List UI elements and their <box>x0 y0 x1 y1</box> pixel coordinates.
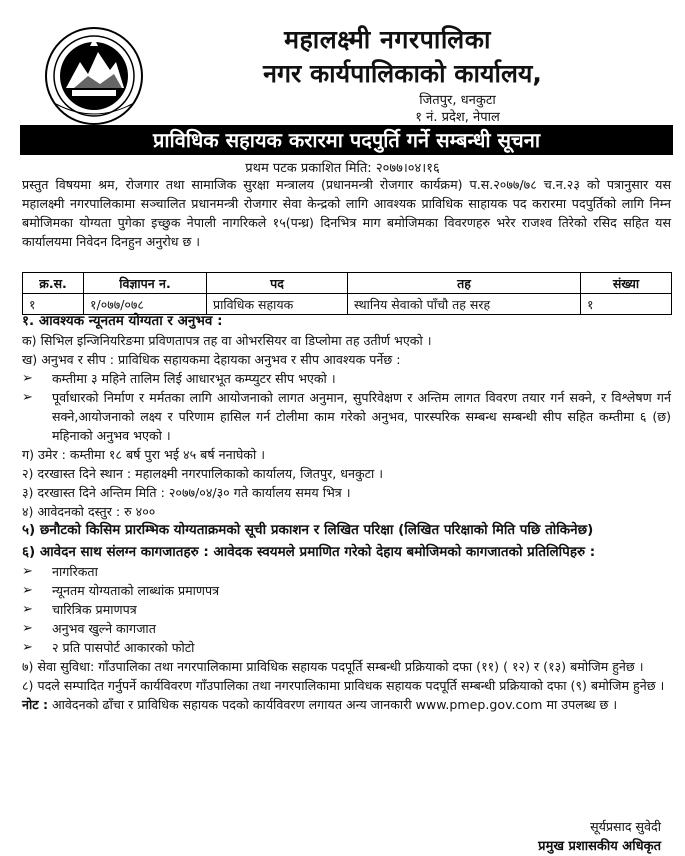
section-4: ४) आवेदनको दस्तुर : रु ४०० <box>22 504 156 519</box>
section-1-ga: ग) उमेर : कम्तीमा १८ बर्ष पुरा भई ४५ बर्ष ननाघेको । <box>22 447 265 462</box>
signatory-name: सूर्यप्रसाद सुवेदी <box>590 819 661 834</box>
col-header-post: पद <box>207 273 348 294</box>
col-header-ad-no: विज्ञापन न. <box>84 273 207 294</box>
office-name: नगर कार्यपालिकाको कार्यालय, <box>263 59 542 88</box>
doc-item: न्यूनतम योग्यताको लाब्धांक प्रमाणपत्र <box>52 583 220 598</box>
cell-sn: १ <box>23 294 84 315</box>
doc-item: चारित्रिक प्रमाणपत्र <box>52 602 137 617</box>
arrow-bullet-icon: ➢ <box>22 640 33 655</box>
note-text: आवेदनको ढाँचा र प्राविधिक सहायक पदको कार्यविवरण लगायत अन्य जानकारी www.pmep.gov.com मा उपलब्ध छ । <box>48 697 618 712</box>
section-8: ८) पदले सम्पादित गर्नुपर्ने कार्यविवरण गाँउपालिका तथा नगरपालिकामा प्राविधक सहायक पदपूर्ति सम्बन्धी प्रक्रियाको दफा (९) बमोजिम हुनेछ । <box>22 678 665 693</box>
signatory-designation: प्रमुख प्रशासकीय अधिकृत <box>538 839 661 854</box>
arrow-bullet-icon: ➢ <box>22 564 33 579</box>
arrow-bullet-icon: ➢ <box>22 583 33 598</box>
cell-count: १ <box>581 294 672 315</box>
arrow-bullet-icon: ➢ <box>22 390 33 405</box>
notice-body <box>22 312 671 714</box>
list-item <box>22 369 671 388</box>
list-item <box>22 638 671 657</box>
section-1-ka: क) सिभिल इन्जिनियरिङमा प्रविणतापत्र तह वा ओभरसियर वा डिप्लोमा तह उतीर्ण भएको । <box>22 333 432 348</box>
doc-item: २ प्रति पासपोर्ट आकारको फोटो <box>52 640 195 655</box>
col-header-sn: क्र.स. <box>23 273 84 294</box>
address-line-2: १ नं. प्रदेश, नेपाल <box>415 110 500 125</box>
list-item <box>22 619 671 638</box>
arrow-bullet-icon: ➢ <box>22 621 33 636</box>
section-1-kha: ख) अनुभव र सीप : प्राविधिक सहायकमा देहायका अनुभव र सीप आवश्यक पर्नेछ : <box>22 352 401 367</box>
notice-title: प्राविधिक सहायक करारमा पदपुर्ति गर्ने सम्बन्धी सूचना <box>20 125 673 155</box>
doc-item: नागरिकता <box>52 564 98 579</box>
org-name: महालक्ष्मी नगरपालिका <box>284 25 491 54</box>
section-3: ३) दरखास्त दिने अन्तिम मिति : २०७७/०४/३० गते कार्यालय समय भित्र । <box>22 485 351 500</box>
arrow-bullet-icon: ➢ <box>22 371 33 386</box>
section-1-title: १. आवश्यक न्यूनतम योग्यता र अनुभव : <box>22 313 223 329</box>
vacancy-table <box>22 272 672 315</box>
table-header-row <box>23 273 672 294</box>
list-item <box>22 581 671 600</box>
intro-paragraph: प्रस्तुत विषयमा श्रम, रोजगार तथा सामाजिक सुरक्षा मन्त्रालय (प्रधानमन्त्री रोजगार कार्यक्रम) प.स.२०७७/७८ च.न.२३ को पत्रानुसार यस महालक्ष्मी नगरपालिकामा सञ्चालित प्रधानमन्त्री रोजगार सेवा केन्द्रको लागि आवश्यक प्राविधिक साहायक पद करारमा पदपुर्तिको लागि निम्न बमोजिमका योग्यता पुगेका इच्छुक नेपाली नागरिकले १५(पन्ध्र) दिनभित्र माग बमोजिमका विवरणहरु भरेर राजश्व तिरेको रसिद सहित यस कार्यालयमा निवेदन दिनहुन अनुरोध छ । <box>22 177 671 249</box>
section-7: ७) सेवा सुविधा: गाँउपालिका तथा नगरपालिकामा प्राविधिक सहायक पदपूर्ति सम्बन्धी प्रक्रियाको दफा (११) ( १२) र (१३) बमोजिम हुनेछ । <box>22 659 644 674</box>
list-item <box>22 388 671 445</box>
cell-level: स्थानिय सेवाको पाँचौ तह सरह <box>348 294 581 315</box>
note <box>22 695 671 714</box>
section-6: ६) आवेदन साथ संलग्न कागजातहरु : आवेदक स्वयमले प्रमाणित गरेको देहाय बमोजिमको कागजातको प्रतिलिपिहरु : <box>22 544 596 560</box>
section-5: ५) छनौटको किसिम प्रारम्भिक योग्यताक्रमको सूची प्रकाशन र लिखित परिक्षा (लिखित परिक्षाको मिति पछि तोकिनेछ) <box>22 522 594 538</box>
publish-date: प्रथम पटक प्रकाशित मिति: २०७७।०४।१६ <box>245 161 440 176</box>
list-item <box>22 600 671 619</box>
section-1-bullet-1: कम्तीमा ३ महिने तालिम लिई आधारभूत कम्प्युटर सीप भएको । <box>52 371 336 386</box>
col-header-level: तह <box>348 273 581 294</box>
col-header-count: संख्या <box>581 273 672 294</box>
section-1-bullet-2: पूर्वाधारको निर्माण र मर्मतका लागि आयोजनाको लागत अनुमान, सुपरिवेक्षण र अन्तिम लागत विवरण तयार गर्न सक्ने, र विश्लेषण गर्न सक्ने,आयोजनाको लक्ष्य र परिणाम हासिल गर्न टोलीमा काम गरेको अनुभव, पारस्परिक सम्बन्ध सम्बन्धी सीप सहित कम्तीमा ६ (छ) महिनाको अनुभव भएको । <box>52 390 671 443</box>
doc-item: अनुभव खुल्ने कागजात <box>52 621 156 636</box>
list-item <box>22 562 671 581</box>
cell-post: प्राविधिक सहायक <box>207 294 348 315</box>
address-line-1: जितपुर, धनकुटा <box>419 93 496 108</box>
section-2: २) दरखास्त दिने स्थान : महालक्ष्मी नगरपालिकाको कार्यालय, जितपुर, धनकुटा । <box>22 466 384 481</box>
cell-ad-no: १/०७७/०७८ <box>84 294 207 315</box>
arrow-bullet-icon: ➢ <box>22 602 33 617</box>
note-label: नोट : <box>22 697 49 712</box>
